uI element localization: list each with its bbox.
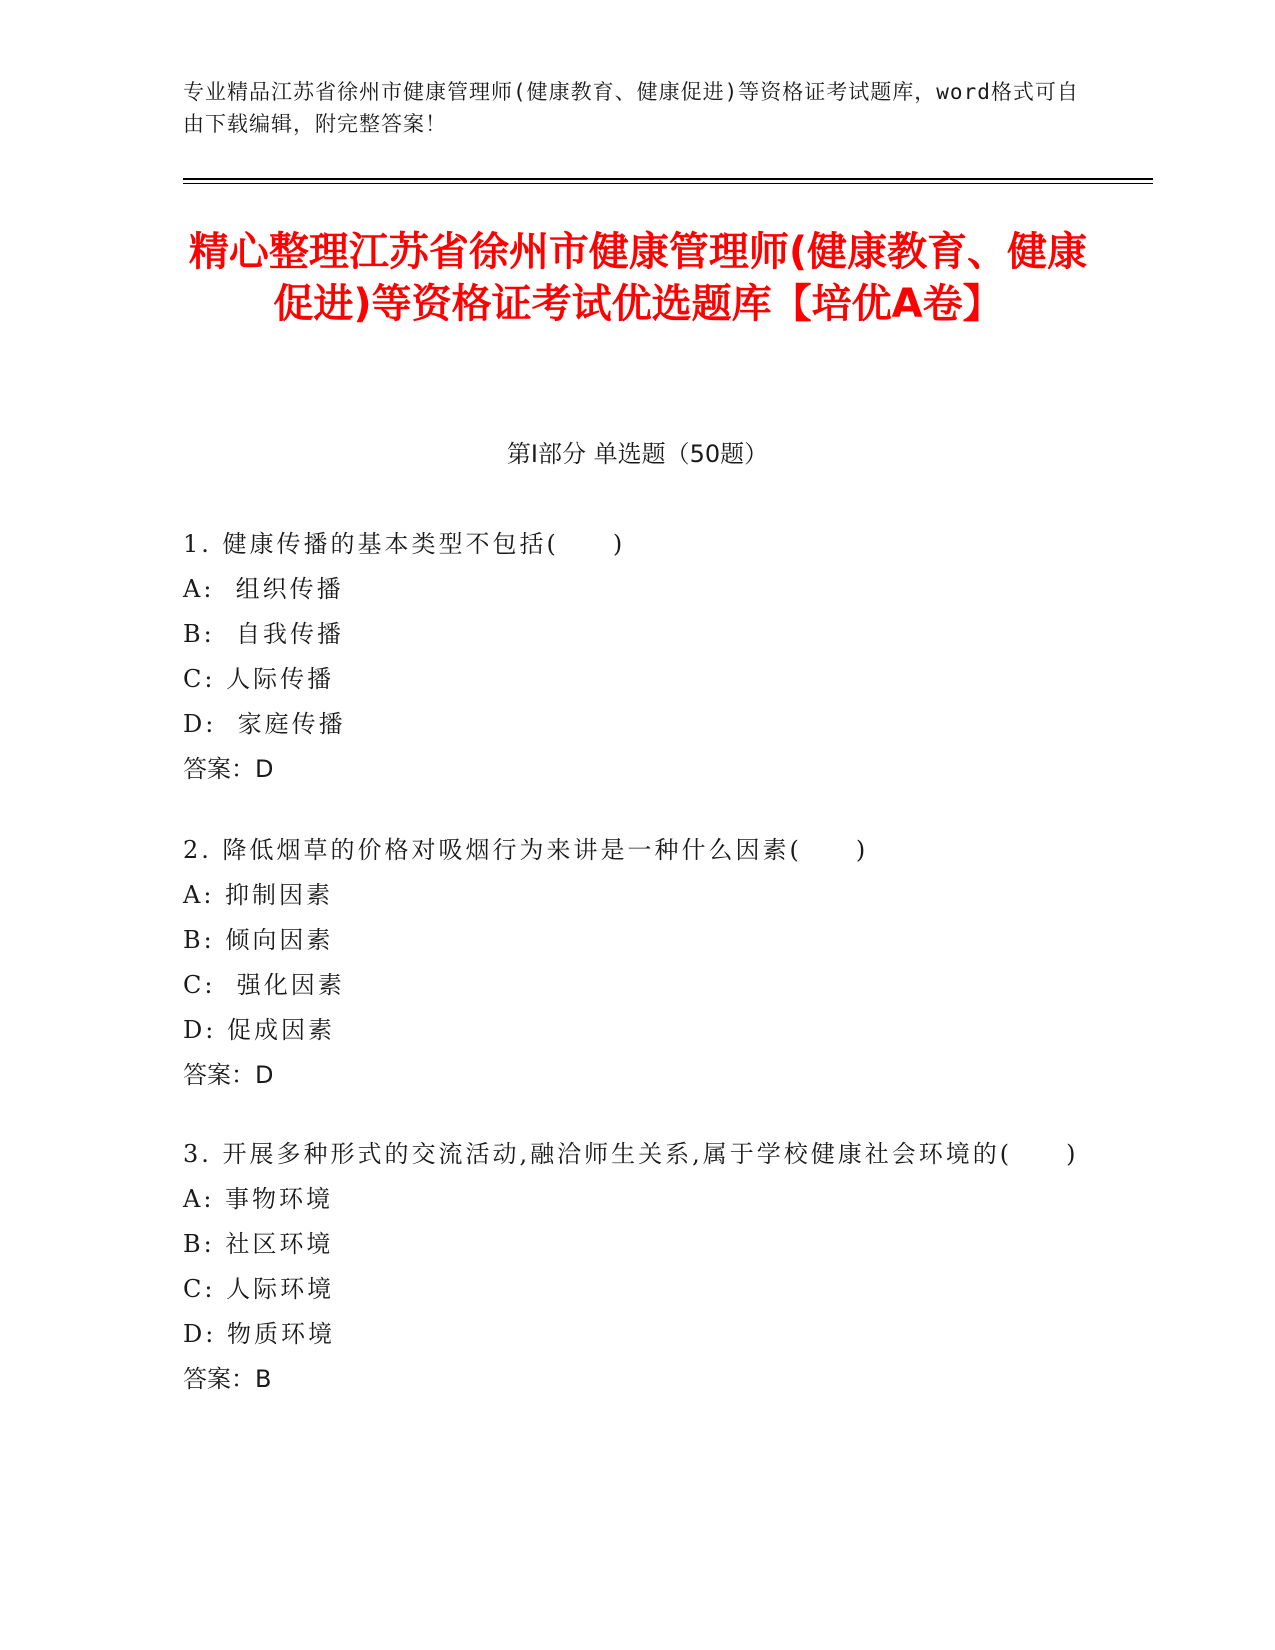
option-a: A: 组织传播: [183, 575, 344, 603]
section-heading: 第Ⅰ部分 单选题（50题）: [506, 440, 769, 468]
option-c: C: 人际环境: [183, 1275, 335, 1303]
header-rule-thin: [183, 183, 1153, 184]
header-note: 专业精品江苏省徐州市健康管理师(健康教育、健康促进)等资格证考试题库，word格式可自由下载编辑，附完整答案！: [183, 80, 1079, 136]
option-a: A: 抑制因素: [183, 881, 334, 909]
header-rule-thick: [183, 178, 1153, 180]
question-1: [183, 522, 1083, 792]
question-stem: 3. 开展多种形式的交流活动,融洽师生关系,属于学校健康社会环境的( ): [183, 1140, 1079, 1168]
answer: 答案：D: [183, 1061, 274, 1089]
option-a: A: 事物环境: [183, 1185, 334, 1213]
option-b: B: 自我传播: [183, 620, 344, 648]
option-b: B: 倾向因素: [183, 926, 334, 954]
option-d: D: 物质环境: [183, 1320, 335, 1348]
option-c: C: 强化因素: [183, 971, 345, 999]
option-c: C: 人际传播: [183, 665, 335, 693]
question-2: [183, 828, 1083, 1098]
document-title: 精心整理江苏省徐州市健康管理师(健康教育、健康促进)等资格证考试优选题库【培优A卷】: [188, 229, 1088, 327]
option-d: D: 家庭传播: [183, 710, 346, 738]
question-3: [183, 1132, 1083, 1402]
question-stem: 2. 降低烟草的价格对吸烟行为来讲是一种什么因素( ): [183, 836, 869, 864]
answer: 答案：B: [183, 1365, 272, 1393]
option-d: D: 促成因素: [183, 1016, 335, 1044]
answer: 答案：D: [183, 755, 274, 783]
option-b: B: 社区环境: [183, 1230, 334, 1258]
question-stem: 1. 健康传播的基本类型不包括( ): [183, 530, 626, 558]
